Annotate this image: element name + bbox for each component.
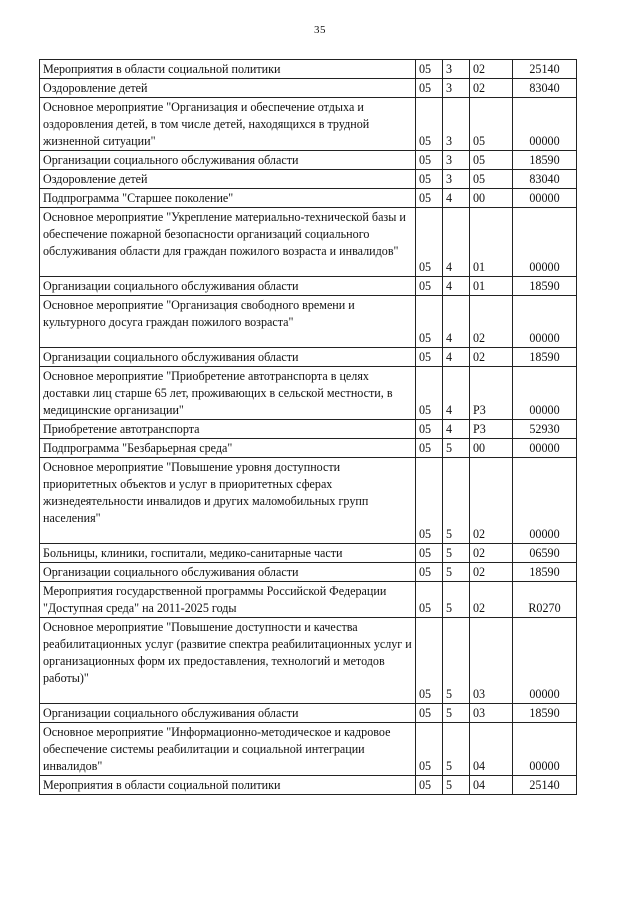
row-subsection-cell: 5 [443,618,470,704]
row-section-cell: 05 [416,151,443,170]
row-subsection-cell: 4 [443,420,470,439]
table-row [40,704,577,723]
row-name-cell: Основное мероприятие "Повышение доступности и качества реабилитационных услуг (развитие спектра реабилитационных услуг и организационных форм их предоставления, технологий и методов работы)" [40,618,416,704]
row-subsection-cell: 5 [443,582,470,618]
row-name-cell: Основное мероприятие "Организация свободного времени и культурного досуга граждан пожилого возраста" [40,296,416,348]
row-section-cell: 05 [416,618,443,704]
row-expense-code-cell: 06590 [513,544,577,563]
row-expense-code-cell: 00000 [513,618,577,704]
budget-classification-table [39,59,577,795]
page-number: 35 [314,24,326,36]
row-section-cell: 05 [416,79,443,98]
table-row [40,776,577,795]
row-target-item-cell: 00 [470,189,513,208]
row-target-item-cell: 02 [470,544,513,563]
row-expense-code-cell: 25140 [513,60,577,79]
row-section-cell: 05 [416,439,443,458]
row-expense-code-cell: 00000 [513,723,577,776]
table-row [40,79,577,98]
table-body [40,60,577,795]
row-subsection-cell: 5 [443,563,470,582]
row-target-item-cell: Р3 [470,420,513,439]
row-name-cell: Подпрограмма "Безбарьерная среда" [40,439,416,458]
row-subsection-cell: 4 [443,367,470,420]
row-section-cell: 05 [416,277,443,296]
row-subsection-cell: 4 [443,189,470,208]
table-row [40,151,577,170]
row-target-item-cell: 02 [470,458,513,544]
row-subsection-cell: 3 [443,98,470,151]
table-row [40,189,577,208]
row-expense-code-cell: 18590 [513,151,577,170]
row-subsection-cell: 4 [443,348,470,367]
row-section-cell: 05 [416,420,443,439]
row-name-cell: Организации социального обслуживания области [40,151,416,170]
row-section-cell: 05 [416,582,443,618]
table-row [40,98,577,151]
row-subsection-cell: 5 [443,723,470,776]
table-row [40,582,577,618]
row-section-cell: 05 [416,98,443,151]
row-name-cell: Мероприятия государственной программы Российской Федерации "Доступная среда" на 2011-2025 годы [40,582,416,618]
row-section-cell: 05 [416,348,443,367]
row-target-item-cell: 03 [470,704,513,723]
row-section-cell: 05 [416,723,443,776]
row-expense-code-cell: 83040 [513,79,577,98]
row-section-cell: 05 [416,704,443,723]
row-section-cell: 05 [416,367,443,420]
row-expense-code-cell: R0270 [513,582,577,618]
row-name-cell: Основное мероприятие "Информационно-методическое и кадровое обеспечение системы реабилитации и социальной интеграции инвалидов" [40,723,416,776]
table-row [40,296,577,348]
row-expense-code-cell: 18590 [513,563,577,582]
row-name-cell: Организации социального обслуживания области [40,704,416,723]
row-target-item-cell: 05 [470,170,513,189]
row-target-item-cell: 05 [470,98,513,151]
row-name-cell: Основное мероприятие "Повышение уровня доступности приоритетных объектов и услуг в приоритетных сферах жизнедеятельности инвалидов и других маломобильных групп населения" [40,458,416,544]
row-name-cell: Приобретение автотранспорта [40,420,416,439]
row-expense-code-cell: 00000 [513,98,577,151]
row-expense-code-cell: 18590 [513,704,577,723]
row-target-item-cell: 04 [470,776,513,795]
row-target-item-cell: 00 [470,439,513,458]
table-row [40,367,577,420]
row-target-item-cell: 02 [470,582,513,618]
row-expense-code-cell: 18590 [513,277,577,296]
row-section-cell: 05 [416,189,443,208]
row-section-cell: 05 [416,170,443,189]
row-section-cell: 05 [416,60,443,79]
row-name-cell: Оздоровление детей [40,79,416,98]
row-name-cell: Подпрограмма "Старшее поколение" [40,189,416,208]
row-name-cell: Мероприятия в области социальной политики [40,776,416,795]
row-name-cell: Основное мероприятие "Укрепление материально-технической базы и обеспечение пожарной безопасности организаций социального обслуживания области для граждан пожилого возраста и инвалидов" [40,208,416,277]
row-target-item-cell: 03 [470,618,513,704]
table-row [40,618,577,704]
row-expense-code-cell: 00000 [513,439,577,458]
row-section-cell: 05 [416,563,443,582]
row-subsection-cell: 3 [443,170,470,189]
row-name-cell: Организации социального обслуживания области [40,563,416,582]
table-row [40,208,577,277]
row-subsection-cell: 5 [443,439,470,458]
row-target-item-cell: 01 [470,277,513,296]
row-target-item-cell: 01 [470,208,513,277]
row-expense-code-cell: 83040 [513,170,577,189]
row-subsection-cell: 5 [443,704,470,723]
row-subsection-cell: 5 [443,544,470,563]
row-expense-code-cell: 00000 [513,189,577,208]
row-target-item-cell: 02 [470,79,513,98]
table-row [40,458,577,544]
row-section-cell: 05 [416,208,443,277]
row-name-cell: Мероприятия в области социальной политики [40,60,416,79]
row-subsection-cell: 5 [443,458,470,544]
row-section-cell: 05 [416,544,443,563]
row-name-cell: Организации социального обслуживания области [40,277,416,296]
table-row [40,348,577,367]
row-subsection-cell: 3 [443,79,470,98]
row-subsection-cell: 4 [443,277,470,296]
row-expense-code-cell: 25140 [513,776,577,795]
row-subsection-cell: 3 [443,151,470,170]
row-name-cell: Больницы, клиники, госпитали, медико-санитарные части [40,544,416,563]
row-subsection-cell: 5 [443,776,470,795]
row-expense-code-cell: 00000 [513,208,577,277]
row-subsection-cell: 4 [443,296,470,348]
row-expense-code-cell: 18590 [513,348,577,367]
row-target-item-cell: 04 [470,723,513,776]
row-name-cell: Организации социального обслуживания области [40,348,416,367]
table-row [40,439,577,458]
row-expense-code-cell: 00000 [513,367,577,420]
table-row [40,723,577,776]
row-expense-code-cell: 00000 [513,296,577,348]
row-name-cell: Оздоровление детей [40,170,416,189]
row-section-cell: 05 [416,458,443,544]
row-name-cell: Основное мероприятие "Организация и обеспечение отдыха и оздоровления детей, в том числе детей, находящихся в трудной жизненной ситуации" [40,98,416,151]
row-target-item-cell: 02 [470,563,513,582]
table-row [40,544,577,563]
row-subsection-cell: 4 [443,208,470,277]
row-section-cell: 05 [416,296,443,348]
table-row [40,420,577,439]
table-row [40,277,577,296]
row-expense-code-cell: 00000 [513,458,577,544]
table-row [40,170,577,189]
row-target-item-cell: 02 [470,348,513,367]
table-row [40,563,577,582]
row-subsection-cell: 3 [443,60,470,79]
row-name-cell: Основное мероприятие "Приобретение автотранспорта в целях доставки лиц старше 65 лет, проживающих в сельской местности, в медицинские организации" [40,367,416,420]
row-expense-code-cell: 52930 [513,420,577,439]
table-row [40,60,577,79]
row-section-cell: 05 [416,776,443,795]
row-target-item-cell: 02 [470,60,513,79]
row-target-item-cell: 02 [470,296,513,348]
row-target-item-cell: Р3 [470,367,513,420]
row-target-item-cell: 05 [470,151,513,170]
